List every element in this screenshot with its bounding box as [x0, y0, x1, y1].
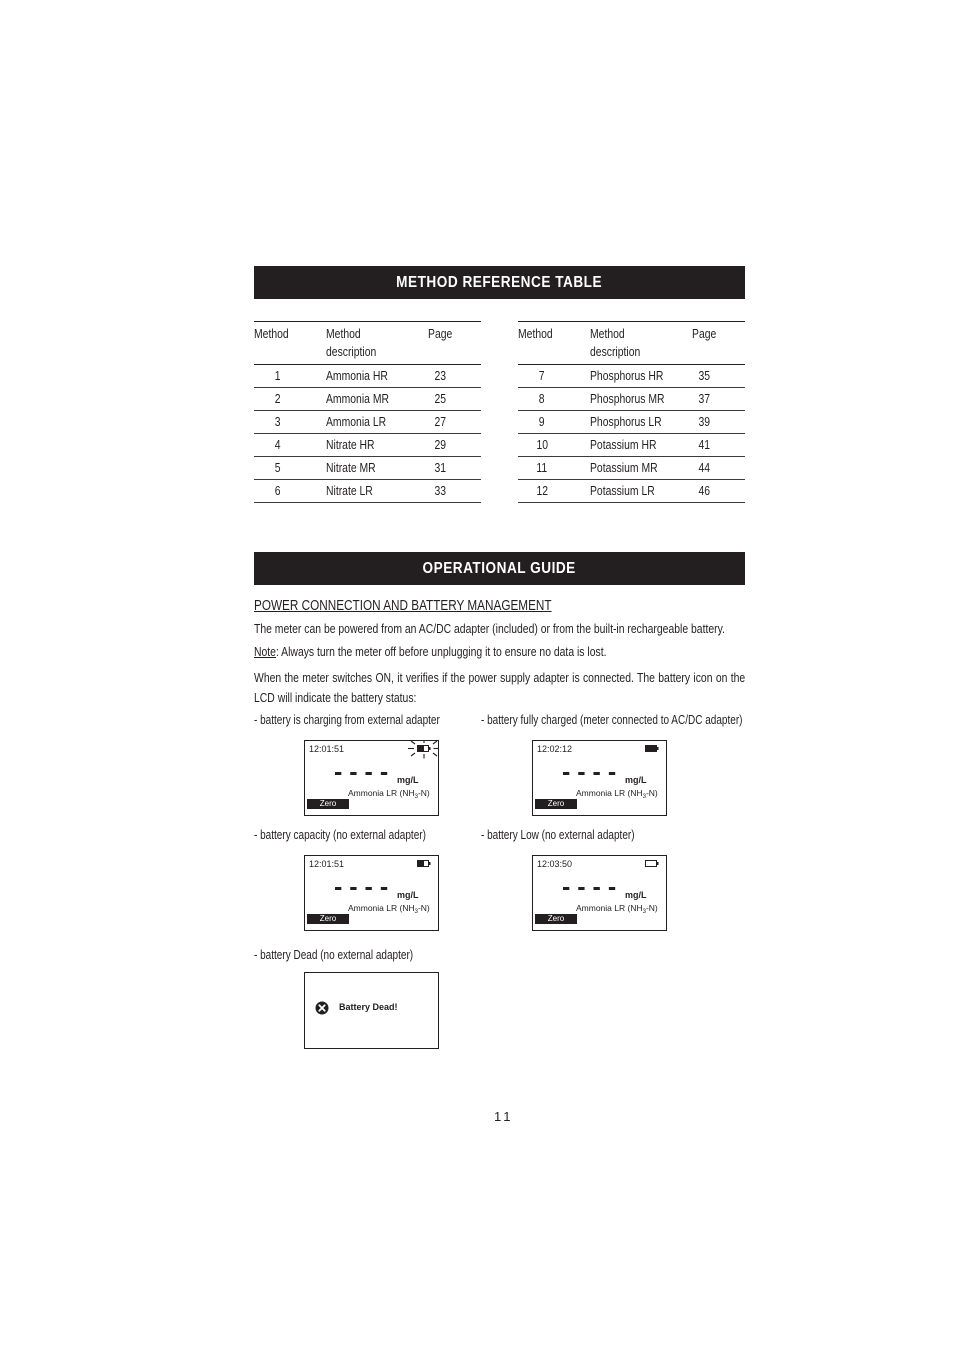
note-label: Note: [254, 644, 276, 659]
parameter-name: Ammonia LR (NH: [576, 788, 643, 798]
note-paragraph: [254, 644, 606, 660]
page-reference: 46: [698, 483, 710, 498]
method-number-cell: [254, 434, 302, 456]
parameter-subscript: 3: [642, 909, 646, 915]
table-row: [518, 434, 745, 457]
method-description-cell: [590, 434, 673, 456]
page-reference-cell: [414, 457, 466, 479]
method-number-cell: [254, 365, 302, 387]
error-x-circle-icon: [315, 1001, 329, 1015]
parameter-name: Ammonia LR (NH: [576, 903, 643, 913]
method-number: 10: [536, 437, 548, 452]
header-method-cell: [518, 325, 561, 343]
status-intro-paragraph: When the meter switches ON, it verifies if the power supply adapter is connected. The battery icon on the LCD will indicate the battery status:: [254, 670, 746, 705]
header-page: Page: [691, 326, 717, 341]
method-description-cell: [590, 480, 671, 502]
header-method-cell: [254, 325, 297, 343]
charging-rays-icon: [403, 740, 439, 761]
battery-full-icon: [645, 745, 659, 752]
method-description: Ammonia LR: [326, 414, 387, 429]
method-number-cell: [254, 457, 302, 479]
page-reference: 23: [434, 368, 446, 383]
header-page-cell: [678, 325, 730, 343]
lcd-clock: 12:01:51: [309, 859, 345, 869]
page-reference: 33: [434, 483, 446, 498]
lcd-reading: - - - -: [334, 873, 389, 901]
caption-capacity: - battery capacity (no external adapter): [254, 827, 426, 842]
method-description: Phosphorus MR: [590, 391, 665, 406]
lcd-parameter: [576, 788, 658, 802]
section-title: METHOD REFERENCE TABLE: [396, 273, 603, 291]
lcd-unit: mg/L: [397, 775, 419, 785]
method-description: Phosphorus LR: [590, 414, 662, 429]
header-page: Page: [427, 326, 453, 341]
table-row: [518, 480, 745, 503]
method-number: 9: [539, 414, 545, 429]
lcd-screen-battery-dead: [304, 972, 439, 1049]
parameter-suffix: -N): [417, 788, 430, 798]
method-number: 11: [536, 460, 548, 475]
table-row: [254, 365, 481, 388]
zero-label: Zero: [547, 914, 565, 923]
method-description-cell: [326, 480, 385, 502]
zero-softkey: [535, 799, 577, 809]
zero-softkey: [307, 799, 349, 809]
method-description: Nitrate HR: [326, 437, 375, 452]
method-description: Nitrate MR: [326, 460, 376, 475]
section-header-method-reference: [254, 266, 745, 299]
table-header: [518, 322, 745, 365]
method-description: Phosphorus HR: [590, 368, 664, 383]
note-text: : Always turn the meter off before unplugging it to ensure no data is lost.: [275, 644, 607, 659]
page-reference-cell: [414, 365, 466, 387]
method-number: 6: [275, 483, 281, 498]
table-row: [254, 411, 481, 434]
page-reference: 39: [698, 414, 710, 429]
header-description: Method description: [590, 326, 641, 359]
parameter-suffix: -N): [417, 903, 430, 913]
lcd-clock: 12:01:51: [309, 744, 345, 754]
zero-label: Zero: [547, 799, 565, 808]
lcd-screen-fully-charged: [532, 740, 667, 816]
page-reference-cell: [414, 434, 466, 456]
header-description: Method description: [326, 326, 377, 359]
caption-dead: - battery Dead (no external adapter): [254, 947, 414, 962]
method-number-cell: [518, 434, 566, 456]
page-reference: 29: [434, 437, 446, 452]
page-reference: 25: [434, 391, 446, 406]
method-number: 8: [539, 391, 545, 406]
method-description-cell: [326, 388, 405, 410]
zero-label: Zero: [319, 914, 337, 923]
method-description-cell: [326, 365, 403, 387]
lcd-reading: - - - -: [562, 873, 617, 901]
method-number: 7: [539, 368, 545, 383]
caption-fully-charged: - battery fully charged (meter connected to AC/DC adapter): [481, 712, 743, 727]
method-description-cell: [590, 457, 675, 479]
section-header-operational-guide: [254, 552, 745, 585]
lcd-reading: - - - -: [562, 758, 617, 786]
table-row: [254, 434, 481, 457]
header-method: Method: [518, 326, 553, 341]
lcd-screen-capacity: [304, 855, 439, 931]
lcd-screen-charging: [304, 740, 439, 816]
method-number-cell: [254, 411, 302, 433]
method-number-cell: [518, 388, 566, 410]
lcd-parameter: [348, 903, 430, 917]
table-row: [254, 480, 481, 503]
method-number-cell: [518, 480, 566, 502]
method-table-right: [518, 321, 745, 503]
method-description: Ammonia HR: [326, 368, 388, 383]
zero-softkey: [307, 914, 349, 924]
lcd-unit: mg/L: [625, 890, 647, 900]
page-reference-cell: [414, 388, 466, 410]
method-description-cell: [590, 365, 682, 387]
page-reference: 44: [698, 460, 710, 475]
caption-charging: - battery is charging from external adapter: [254, 712, 440, 727]
header-method: Method: [254, 326, 289, 341]
method-number-cell: [254, 388, 302, 410]
table-row: [518, 411, 745, 434]
lcd-parameter: [348, 788, 430, 802]
method-description: Potassium LR: [590, 483, 655, 498]
parameter-suffix: -N): [645, 903, 658, 913]
page-reference-cell: [414, 411, 466, 433]
method-number: 1: [275, 368, 281, 383]
method-number: 12: [536, 483, 548, 498]
table-row: [518, 365, 745, 388]
method-table-left: [254, 321, 481, 503]
intro-paragraph: The meter can be powered from an AC/DC adapter (included) or from the built-in rechargeable battery.: [254, 621, 725, 636]
method-description-cell: [326, 457, 388, 479]
lcd-unit: mg/L: [397, 890, 419, 900]
method-description: Nitrate LR: [326, 483, 373, 498]
parameter-subscript: 3: [414, 794, 418, 800]
method-number-cell: [518, 457, 566, 479]
page-reference-cell: [678, 434, 730, 456]
method-description-cell: [326, 434, 387, 456]
page-reference-cell: [678, 480, 730, 502]
battery-partial-icon: [417, 860, 431, 867]
lcd-clock: 12:03:50: [537, 859, 573, 869]
table-row: [254, 457, 481, 480]
page-reference: 31: [434, 460, 446, 475]
page-reference: 27: [434, 414, 446, 429]
method-number-cell: [518, 411, 566, 433]
method-description: Potassium HR: [590, 437, 657, 452]
lcd-parameter: [576, 903, 658, 917]
table-header: [254, 322, 481, 365]
parameter-suffix: -N): [645, 788, 658, 798]
page-reference-cell: [414, 480, 466, 502]
method-number: 3: [275, 414, 281, 429]
lcd-unit: mg/L: [625, 775, 647, 785]
method-number-cell: [518, 365, 566, 387]
header-page-cell: [414, 325, 466, 343]
table-row: [254, 388, 481, 411]
parameter-subscript: 3: [414, 909, 418, 915]
parameter-subscript: 3: [642, 794, 646, 800]
battery-dead-message: Battery Dead!: [339, 1002, 398, 1012]
page-reference-cell: [678, 388, 730, 410]
page-number: 11: [494, 1109, 514, 1124]
page-reference: 37: [698, 391, 710, 406]
method-number: 5: [275, 460, 281, 475]
lcd-reading: - - - -: [334, 758, 389, 786]
method-description-cell: [590, 411, 680, 433]
table-row: [518, 388, 745, 411]
method-description-cell: [326, 411, 401, 433]
method-description: Ammonia MR: [326, 391, 389, 406]
page-reference-cell: [678, 365, 730, 387]
method-description: Potassium MR: [590, 460, 658, 475]
subheading-power-battery: POWER CONNECTION AND BATTERY MANAGEMENT: [254, 598, 552, 614]
parameter-name: Ammonia LR (NH: [348, 788, 415, 798]
method-description-cell: [590, 388, 683, 410]
page-reference-cell: [678, 411, 730, 433]
zero-softkey: [535, 914, 577, 924]
page-reference: 35: [698, 368, 710, 383]
zero-label: Zero: [319, 799, 337, 808]
caption-low: - battery Low (no external adapter): [481, 827, 635, 842]
lcd-clock: 12:02:12: [537, 744, 573, 754]
section-title: OPERATIONAL GUIDE: [422, 559, 577, 577]
parameter-name: Ammonia LR (NH: [348, 903, 415, 913]
method-number: 4: [275, 437, 281, 452]
method-number-cell: [254, 480, 302, 502]
battery-low-icon: [645, 860, 659, 867]
page-reference-cell: [678, 457, 730, 479]
table-row: [518, 457, 745, 480]
method-number: 2: [275, 391, 281, 406]
page-reference: 41: [698, 437, 710, 452]
lcd-screen-low: [532, 855, 667, 931]
